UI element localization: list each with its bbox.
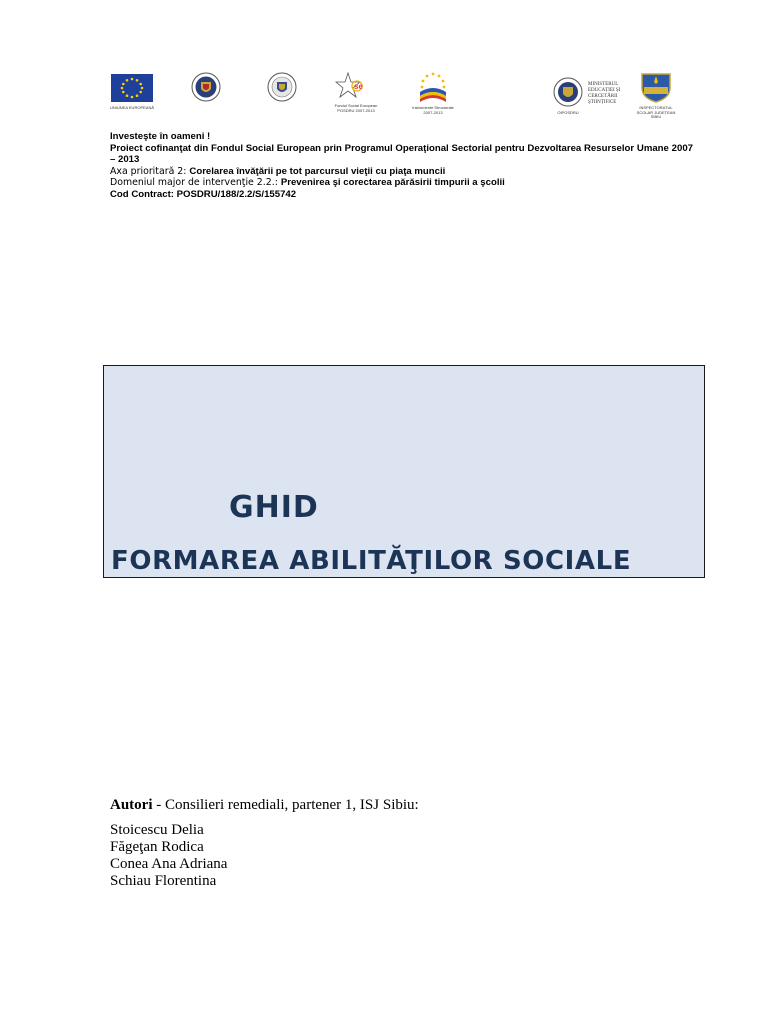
seal-icon bbox=[266, 70, 298, 102]
project-header bbox=[110, 131, 693, 200]
fse-caption: Fondul Social European POSDRU 2007-2013 bbox=[334, 103, 378, 113]
document-title: GHID bbox=[229, 490, 319, 525]
authors-heading bbox=[110, 797, 419, 814]
priority-axis-label: Axa prioritară 2: bbox=[110, 165, 190, 177]
ministry-name-text: MINISTERUL EDUCAȚIEI ȘI CERCETĂRII ȘTIINȚIFICE bbox=[588, 82, 621, 105]
eu-flag-logo bbox=[110, 70, 154, 120]
ministry-education-logo bbox=[548, 70, 628, 120]
intervention-domain-value: Prevenirea şi corectarea părăsirii timpurii a şcolii bbox=[280, 177, 505, 188]
eu-flag-icon bbox=[110, 70, 154, 104]
document-subtitle: FORMAREA ABILITĂŢILOR SOCIALE bbox=[111, 546, 632, 576]
oiposdru-caption: OIPOSDRU bbox=[557, 110, 579, 115]
intervention-domain-label: Domeniul major de intervenţie 2.2.: bbox=[110, 177, 281, 188]
author-name: Conea Ana Adriana bbox=[110, 856, 228, 872]
fse-star-icon bbox=[334, 70, 378, 104]
authors-label: Autori bbox=[110, 797, 153, 813]
structural-instruments-caption: Instrumente Structurale 2007-2013 bbox=[412, 105, 454, 115]
title-box bbox=[103, 365, 705, 578]
project-cofinancing-line: Proiect cofinanţat din Fondul Social European prin Programul Operaţional Sectorial pentru Dezvoltarea Resurselor Umane 2007 – 2013 bbox=[110, 142, 693, 165]
author-name: Făgeţan Rodica bbox=[110, 839, 204, 855]
romania-coat-of-arms-logo bbox=[190, 70, 222, 120]
government-seal-logo bbox=[266, 70, 298, 120]
isj-caption: INSPECTORATUL ȘCOLAR JUDEȚEAN SIBIU bbox=[636, 105, 676, 119]
priority-axis-line bbox=[110, 166, 693, 178]
eu-caption: UNIUNEA EUROPEANĂ bbox=[110, 105, 155, 110]
priority-axis-value: Corelarea învăţării pe tot parcursul vieţii cu piaţa muncii bbox=[189, 165, 446, 177]
structural-instruments-logo bbox=[408, 70, 458, 120]
partner-logos-bar bbox=[106, 70, 698, 120]
intervention-domain-line bbox=[110, 177, 693, 189]
fse-logo bbox=[334, 70, 378, 120]
coat-of-arms-icon bbox=[190, 70, 222, 102]
slogan-line: Investeşte în oameni ! bbox=[110, 131, 211, 142]
ministry-crest-icon bbox=[552, 76, 584, 108]
authors-section bbox=[110, 797, 419, 890]
contract-code-line: Cod Contract: POSDRU/188/2.2/S/155742 bbox=[110, 188, 297, 200]
structural-instruments-icon bbox=[408, 70, 458, 104]
author-name: Stoicescu Delia bbox=[110, 822, 204, 838]
isj-shield-icon bbox=[636, 70, 676, 104]
author-name: Schiau Florentina bbox=[110, 873, 217, 889]
svg-text:se: se bbox=[354, 82, 363, 91]
authors-description: - Consilieri remediali, partener 1, ISJ Sibiu: bbox=[152, 797, 419, 813]
isj-sibiu-logo bbox=[636, 70, 676, 120]
